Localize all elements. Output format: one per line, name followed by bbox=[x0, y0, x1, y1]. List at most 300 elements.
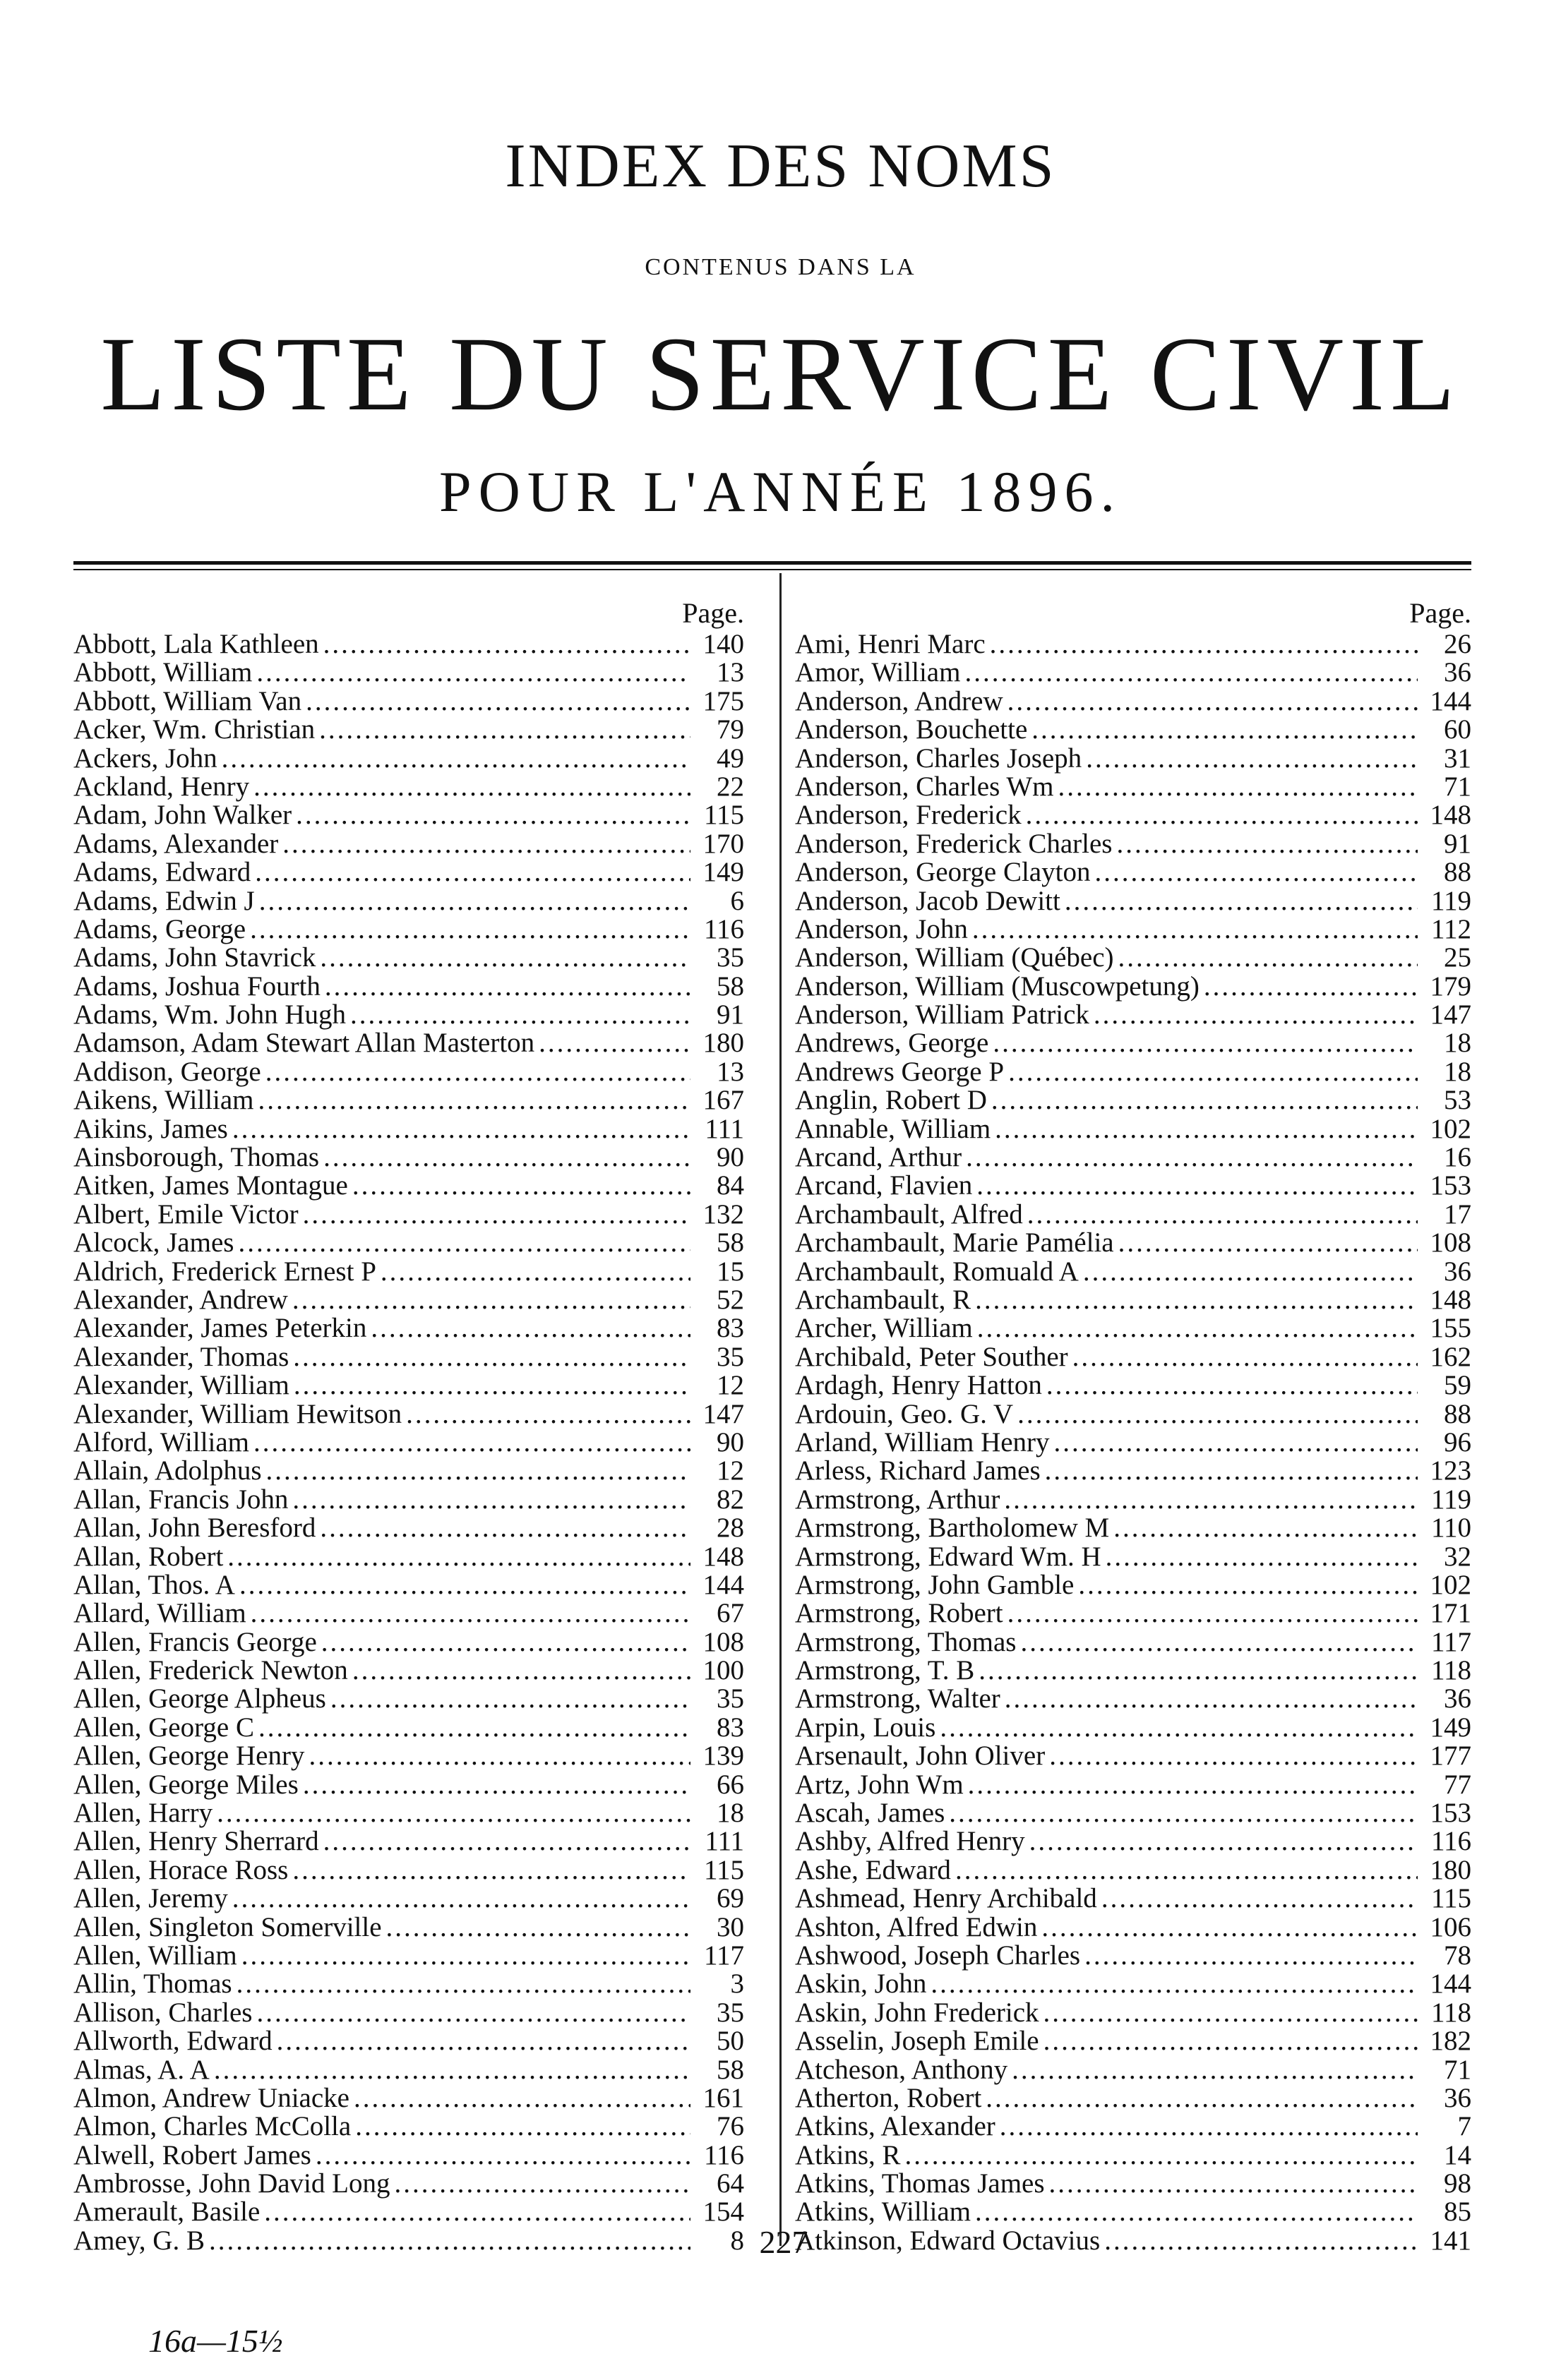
leader-dots bbox=[371, 1314, 690, 1342]
leader-dots bbox=[1026, 801, 1418, 829]
entry-page: 155 bbox=[1430, 1313, 1471, 1344]
entry-name: Adams, George bbox=[73, 913, 246, 944]
leader-dots bbox=[1113, 1514, 1418, 1542]
leader-dots bbox=[303, 1771, 690, 1799]
entry-name: Artz, John Wm bbox=[795, 1769, 964, 1800]
leader-dots bbox=[352, 1172, 690, 1200]
index-entry bbox=[795, 830, 1471, 858]
entry-page: 102 bbox=[1430, 1569, 1471, 1600]
entry-page: 102 bbox=[1430, 1113, 1471, 1144]
index-entry bbox=[795, 630, 1471, 659]
index-entry bbox=[795, 1599, 1471, 1628]
leader-dots bbox=[350, 1001, 690, 1029]
entry-name: Anderson, Bouchette bbox=[795, 714, 1028, 745]
index-entry bbox=[795, 1172, 1471, 1200]
entry-name: Almon, Charles McColla bbox=[73, 2111, 352, 2142]
index-entry bbox=[795, 1229, 1471, 1257]
leader-dots bbox=[266, 1457, 690, 1485]
leader-dots bbox=[931, 1970, 1418, 1998]
leader-dots bbox=[330, 1685, 690, 1713]
entry-page: 31 bbox=[1444, 743, 1471, 774]
entry-page: 148 bbox=[1430, 1284, 1471, 1315]
entry-page: 98 bbox=[1444, 2168, 1471, 2199]
entry-page: 117 bbox=[703, 1940, 744, 1971]
entry-name: Anderson, Charles Wm bbox=[795, 771, 1054, 802]
entry-name: Annable, William bbox=[795, 1113, 991, 1144]
index-entry bbox=[73, 1827, 744, 1856]
index-entry bbox=[795, 2141, 1471, 2170]
leader-dots bbox=[1078, 1571, 1418, 1599]
index-entry bbox=[73, 2227, 744, 2255]
index-entry bbox=[795, 687, 1471, 716]
entry-name: Aitken, James Montague bbox=[73, 1170, 348, 1201]
entry-page: 88 bbox=[1444, 857, 1471, 888]
page-number: 227 bbox=[759, 2224, 808, 2260]
entry-name: Armstrong, Arthur bbox=[795, 1484, 1000, 1515]
entry-page: 52 bbox=[717, 1284, 744, 1315]
entry-page: 108 bbox=[1430, 1227, 1471, 1258]
entry-page: 108 bbox=[702, 1626, 744, 1657]
entry-name: Allen, George Miles bbox=[73, 1769, 299, 1800]
leader-dots bbox=[293, 1343, 690, 1371]
leader-dots bbox=[319, 716, 690, 744]
index-entry bbox=[795, 1571, 1471, 1599]
entry-page: 13 bbox=[717, 1056, 744, 1087]
entry-name: Amey, G. B bbox=[73, 2225, 205, 2256]
leader-dots bbox=[277, 2027, 690, 2055]
index-entry bbox=[73, 1457, 744, 1485]
entry-page: 180 bbox=[702, 1028, 744, 1059]
index-entry bbox=[73, 1426, 744, 1458]
leader-dots bbox=[1083, 1258, 1418, 1286]
index-entry bbox=[795, 1198, 1471, 1230]
leader-dots bbox=[979, 1657, 1418, 1685]
entry-page: 69 bbox=[717, 1883, 744, 1914]
entry-name: Allen, Henry Sherrard bbox=[73, 1826, 319, 1857]
leader-dots bbox=[303, 1201, 690, 1229]
leader-dots bbox=[1029, 1827, 1418, 1856]
entry-name: Ainsborough, Thomas bbox=[73, 1142, 320, 1173]
entry-page: 90 bbox=[717, 1426, 744, 1458]
entry-name: Allain, Adolphus bbox=[73, 1455, 262, 1486]
entry-page: 58 bbox=[717, 2054, 744, 2085]
index-entry bbox=[795, 915, 1471, 944]
index-entry bbox=[73, 944, 744, 972]
entry-page: 139 bbox=[702, 1741, 744, 1772]
leader-dots bbox=[1065, 887, 1418, 915]
entry-name: Allen, Harry bbox=[73, 1798, 213, 1829]
header-rule-top bbox=[73, 561, 1471, 565]
leader-dots bbox=[1072, 1343, 1418, 1371]
index-entry bbox=[795, 801, 1471, 829]
entry-name: Atcheson, Anthony bbox=[795, 2054, 1008, 2085]
leader-dots bbox=[1020, 1628, 1418, 1657]
leader-dots bbox=[232, 1885, 690, 1913]
index-entry bbox=[73, 745, 744, 773]
entry-page: 36 bbox=[1444, 1256, 1471, 1287]
right-column bbox=[795, 596, 1471, 2255]
entry-name: Atkins, R bbox=[795, 2139, 901, 2170]
entry-page: 35 bbox=[717, 1341, 744, 1372]
entry-name: Albert, Emile Victor bbox=[73, 1198, 299, 1230]
list-title: LISTE DU SERVICE CIVIL bbox=[100, 315, 1461, 433]
entry-name: Askin, John bbox=[795, 1969, 927, 2000]
entry-name: Archambault, Romuald A bbox=[795, 1256, 1079, 1287]
entry-name: Adamson, Adam Stewart Allan Masterton bbox=[73, 1028, 535, 1059]
leader-dots bbox=[241, 1942, 690, 1970]
entry-name: Allen, George C bbox=[73, 1712, 254, 1743]
index-entry bbox=[795, 1885, 1471, 1913]
entry-name: Amerault, Basile bbox=[73, 2196, 261, 2228]
column-divider bbox=[779, 573, 782, 2246]
entry-page: 149 bbox=[702, 857, 744, 888]
entry-page: 106 bbox=[1430, 1911, 1471, 1942]
entry-page: 91 bbox=[1444, 828, 1471, 859]
index-entry bbox=[73, 2170, 744, 2198]
index-entry bbox=[73, 1742, 744, 1770]
index-entry bbox=[73, 1514, 744, 1542]
entry-page: 16 bbox=[1444, 1142, 1471, 1173]
entry-name: Aikins, James bbox=[73, 1113, 228, 1144]
entry-name: Ami, Henri Marc bbox=[795, 629, 986, 659]
entry-name: Adams, Joshua Fourth bbox=[73, 970, 321, 1002]
entry-page: 18 bbox=[1444, 1056, 1471, 1087]
entry-name: Acker, Wm. Christian bbox=[73, 714, 316, 745]
entry-name: Asselin, Joseph Emile bbox=[795, 2026, 1039, 2057]
index-entry bbox=[795, 1742, 1471, 1770]
leader-dots bbox=[1049, 1742, 1418, 1770]
leader-dots bbox=[955, 1856, 1418, 1885]
entry-page: 3 bbox=[730, 1969, 744, 2000]
index-entry bbox=[795, 1086, 1471, 1114]
leader-dots bbox=[355, 2112, 690, 2141]
entry-page: 67 bbox=[717, 1598, 744, 1629]
entry-page: 7 bbox=[1457, 2111, 1471, 2142]
leader-dots bbox=[1118, 1229, 1418, 1257]
entry-name: Atherton, Robert bbox=[795, 2082, 982, 2113]
entry-name: Anderson, William (Québec) bbox=[795, 942, 1114, 973]
entry-name: Allen, William bbox=[73, 1940, 237, 1971]
entry-page: 36 bbox=[1444, 2082, 1471, 2113]
index-entry bbox=[73, 970, 744, 1002]
index-entry bbox=[73, 2027, 744, 2055]
entry-page: 180 bbox=[1430, 1854, 1471, 1885]
index-entry bbox=[795, 970, 1471, 1002]
leader-dots bbox=[972, 915, 1418, 944]
entry-page: 35 bbox=[717, 1997, 744, 2028]
leader-dots bbox=[1043, 1999, 1418, 2027]
leader-dots bbox=[222, 745, 690, 773]
entry-name: Anderson, Charles Joseph bbox=[795, 743, 1082, 774]
entry-page: 14 bbox=[1444, 2139, 1471, 2170]
entry-name: Ascah, James bbox=[795, 1798, 945, 1829]
entry-page: 58 bbox=[717, 970, 744, 1002]
entry-name: Allen, George Alpheus bbox=[73, 1683, 326, 1714]
entry-page: 49 bbox=[717, 743, 744, 774]
entry-name: Alexander, Andrew bbox=[73, 1284, 288, 1315]
entry-name: Anderson, Andrew bbox=[795, 685, 1003, 716]
index-entry bbox=[795, 1913, 1471, 1942]
index-entry bbox=[795, 1029, 1471, 1057]
entry-page: 162 bbox=[1430, 1341, 1471, 1372]
entry-page: 161 bbox=[702, 2082, 744, 2113]
index-entry bbox=[73, 630, 744, 659]
leader-dots bbox=[258, 1086, 690, 1114]
leader-dots bbox=[259, 887, 690, 915]
index-entry bbox=[73, 1115, 744, 1143]
entry-name: Allan, Thos. A bbox=[73, 1569, 235, 1600]
entry-name: Arland, William Henry bbox=[795, 1426, 1050, 1458]
index-entry bbox=[795, 887, 1471, 915]
leader-dots bbox=[320, 1514, 690, 1542]
index-entry bbox=[73, 1685, 744, 1713]
leader-dots bbox=[940, 1714, 1418, 1742]
index-entry bbox=[73, 659, 744, 687]
index-entry bbox=[795, 745, 1471, 773]
index-entry bbox=[73, 1799, 744, 1827]
right-page-header: Page. bbox=[1409, 597, 1471, 629]
leader-dots bbox=[251, 1599, 690, 1628]
entry-page: 177 bbox=[1430, 1741, 1471, 1772]
entry-page: 84 bbox=[717, 1170, 744, 1201]
entry-page: 35 bbox=[717, 942, 744, 973]
index-entry bbox=[795, 2084, 1471, 2112]
index-subtitle: CONTENUS DANS LA bbox=[645, 254, 916, 280]
leader-dots bbox=[309, 1742, 690, 1770]
entry-name: Andrews George P bbox=[795, 1056, 1005, 1087]
entry-page: 35 bbox=[717, 1683, 744, 1714]
leader-dots bbox=[1012, 2056, 1418, 2084]
leader-dots bbox=[1058, 773, 1418, 801]
index-entry bbox=[795, 2198, 1471, 2226]
entry-page: 119 bbox=[1430, 885, 1471, 916]
leader-dots bbox=[1101, 1885, 1418, 1913]
entry-name: Abbott, William bbox=[73, 657, 253, 688]
leader-dots bbox=[1054, 1429, 1418, 1457]
leader-dots bbox=[975, 2198, 1418, 2226]
entry-page: 167 bbox=[702, 1085, 744, 1116]
entry-name: Adams, Edwin J bbox=[73, 885, 255, 916]
entry-page: 13 bbox=[717, 657, 744, 688]
index-entry bbox=[73, 2084, 744, 2112]
leader-dots bbox=[1017, 1400, 1418, 1429]
leader-dots bbox=[1031, 716, 1418, 744]
leader-dots bbox=[1005, 1685, 1418, 1713]
entry-name: Ashwood, Joseph Charles bbox=[795, 1940, 1081, 1971]
entry-page: 111 bbox=[705, 1113, 744, 1144]
index-entry bbox=[795, 1657, 1471, 1685]
leader-dots bbox=[991, 1086, 1418, 1114]
index-entry bbox=[795, 1343, 1471, 1371]
leader-dots bbox=[1106, 1543, 1418, 1571]
index-entry bbox=[73, 858, 744, 887]
entry-name: Allen, Horace Ross bbox=[73, 1854, 289, 1885]
entry-name: Anderson, Jacob Dewitt bbox=[795, 885, 1060, 916]
leader-dots bbox=[1094, 1001, 1418, 1029]
entry-page: 12 bbox=[717, 1370, 744, 1401]
leader-dots bbox=[1084, 1942, 1418, 1970]
entry-name: Allen, Francis George bbox=[73, 1626, 317, 1657]
index-entry bbox=[73, 2056, 744, 2084]
index-entry bbox=[795, 1628, 1471, 1657]
entry-name: Anderson, William (Muscowpetung) bbox=[795, 970, 1200, 1002]
entry-page: 26 bbox=[1444, 629, 1471, 659]
leader-dots bbox=[217, 1799, 690, 1827]
index-entry bbox=[73, 1029, 744, 1057]
entry-name: Allin, Thomas bbox=[73, 1969, 232, 2000]
entry-page: 112 bbox=[1430, 913, 1471, 944]
leader-dots bbox=[964, 659, 1418, 687]
entry-name: Arpin, Louis bbox=[795, 1712, 936, 1743]
entry-page: 144 bbox=[702, 1569, 744, 1600]
entry-name: Almas, A. A bbox=[73, 2054, 210, 2085]
entry-name: Atkins, William bbox=[795, 2196, 971, 2228]
index-entry bbox=[73, 1371, 744, 1400]
entry-name: Arless, Richard James bbox=[795, 1455, 1041, 1486]
index-entry bbox=[73, 1714, 744, 1742]
index-title: INDEX DES NOMS bbox=[505, 132, 1056, 200]
entry-name: Archer, William bbox=[795, 1313, 973, 1344]
leader-dots bbox=[239, 1571, 690, 1599]
leader-dots bbox=[1046, 1371, 1418, 1400]
entry-name: Ashe, Edward bbox=[795, 1854, 951, 1885]
entry-name: Askin, John Frederick bbox=[795, 1997, 1039, 2028]
index-entry bbox=[795, 773, 1471, 801]
entry-name: Adams, Edward bbox=[73, 857, 251, 888]
entry-page: 148 bbox=[702, 1541, 744, 1572]
leader-dots bbox=[282, 830, 690, 858]
index-entry bbox=[73, 1771, 744, 1799]
entry-page: 79 bbox=[717, 714, 744, 745]
entry-name: Allan, John Beresford bbox=[73, 1513, 316, 1544]
index-entry bbox=[795, 2027, 1471, 2055]
leader-dots bbox=[265, 1058, 690, 1086]
entry-page: 115 bbox=[1430, 1883, 1471, 1914]
entry-name: Aldrich, Frederick Ernest P bbox=[73, 1256, 376, 1287]
entry-name: Anderson, John bbox=[795, 913, 968, 944]
index-entry bbox=[73, 1543, 744, 1571]
leader-dots bbox=[209, 2227, 690, 2255]
entry-page: 66 bbox=[717, 1769, 744, 1800]
index-entry bbox=[795, 2112, 1471, 2141]
entry-page: 30 bbox=[717, 1911, 744, 1942]
leader-dots bbox=[306, 687, 690, 716]
entry-page: 153 bbox=[1430, 1170, 1471, 1201]
index-entry bbox=[795, 659, 1471, 687]
entry-page: 91 bbox=[717, 999, 744, 1030]
index-entry bbox=[73, 1400, 744, 1429]
entry-name: Almon, Andrew Uniacke bbox=[73, 2082, 349, 2113]
entry-page: 100 bbox=[702, 1655, 744, 1686]
leader-dots bbox=[354, 2084, 690, 2112]
entry-page: 6 bbox=[730, 885, 744, 916]
entry-name: Alford, William bbox=[73, 1426, 250, 1458]
index-entry bbox=[795, 1771, 1471, 1799]
leader-dots bbox=[320, 944, 690, 972]
entry-name: Alexander, Thomas bbox=[73, 1341, 289, 1372]
entry-name: Anderson, George Clayton bbox=[795, 857, 1091, 888]
leader-dots bbox=[1118, 944, 1418, 972]
index-entry bbox=[73, 1657, 744, 1685]
leader-dots bbox=[1007, 1599, 1418, 1628]
entry-name: Ashton, Alfred Edwin bbox=[795, 1911, 1038, 1942]
leader-dots bbox=[238, 1229, 690, 1257]
index-entry bbox=[73, 1172, 744, 1200]
entry-name: Anderson, Frederick bbox=[795, 800, 1022, 831]
entry-page: 8 bbox=[730, 2225, 744, 2256]
index-entry bbox=[795, 1486, 1471, 1514]
leader-dots bbox=[1041, 1913, 1418, 1942]
index-entry bbox=[73, 687, 744, 716]
entry-name: Allard, William bbox=[73, 1598, 246, 1629]
entry-page: 36 bbox=[1444, 1683, 1471, 1714]
leader-dots bbox=[905, 2141, 1418, 2170]
entry-page: 147 bbox=[1430, 999, 1471, 1030]
entry-name: Abbott, Lala Kathleen bbox=[73, 629, 319, 659]
entry-page: 110 bbox=[1430, 1513, 1471, 1544]
index-entry bbox=[73, 1856, 744, 1885]
entry-name: Arcand, Arthur bbox=[795, 1142, 962, 1173]
entry-name: Alexander, James Peterkin bbox=[73, 1313, 367, 1344]
entry-name: Armstrong, Bartholomew M bbox=[795, 1513, 1110, 1544]
entry-page: 60 bbox=[1444, 714, 1471, 745]
entry-name: Ackers, John bbox=[73, 743, 217, 774]
entry-page: 154 bbox=[702, 2196, 744, 2228]
entry-page: 118 bbox=[1430, 1997, 1471, 2028]
entry-page: 144 bbox=[1430, 685, 1471, 716]
entry-name: Ashby, Alfred Henry bbox=[795, 1826, 1025, 1857]
entry-name: Allworth, Edward bbox=[73, 2026, 273, 2057]
entry-page: 76 bbox=[717, 2111, 744, 2142]
entry-page: 116 bbox=[703, 913, 744, 944]
entry-name: Armstrong, Thomas bbox=[795, 1626, 1017, 1657]
leader-dots bbox=[1204, 973, 1418, 1001]
leader-dots bbox=[966, 1143, 1418, 1172]
entry-page: 147 bbox=[702, 1398, 744, 1429]
leader-dots bbox=[1043, 2027, 1418, 2055]
entry-name: Alexander, William Hewitson bbox=[73, 1398, 402, 1429]
entry-page: 50 bbox=[717, 2026, 744, 2057]
index-entry bbox=[795, 1371, 1471, 1400]
index-entry bbox=[795, 1115, 1471, 1143]
entry-page: 15 bbox=[717, 1256, 744, 1287]
index-entry bbox=[795, 1970, 1471, 1998]
leader-dots bbox=[1049, 2170, 1418, 2198]
entry-name: Ackland, Henry bbox=[73, 771, 250, 802]
index-entry bbox=[795, 1426, 1471, 1458]
entry-page: 175 bbox=[702, 685, 744, 716]
index-entry bbox=[795, 1286, 1471, 1314]
leader-dots bbox=[1004, 1486, 1418, 1514]
entry-page: 123 bbox=[1430, 1455, 1471, 1486]
entry-page: 179 bbox=[1430, 970, 1471, 1002]
index-entry bbox=[73, 1999, 744, 2027]
leader-dots bbox=[976, 1172, 1418, 1200]
leader-dots bbox=[1045, 1457, 1418, 1485]
entry-page: 32 bbox=[1444, 1541, 1471, 1572]
leader-dots bbox=[323, 1143, 690, 1172]
index-entry bbox=[795, 944, 1471, 972]
leader-dots bbox=[256, 1999, 690, 2027]
leader-dots bbox=[993, 1029, 1418, 1057]
leader-dots bbox=[253, 773, 690, 801]
leader-dots bbox=[253, 1429, 690, 1457]
entry-name: Allen, Jeremy bbox=[73, 1883, 228, 1914]
leader-dots bbox=[294, 1371, 690, 1400]
entry-page: 149 bbox=[1430, 1712, 1471, 1743]
leader-dots bbox=[394, 2170, 690, 2198]
entry-page: 119 bbox=[1430, 1484, 1471, 1515]
